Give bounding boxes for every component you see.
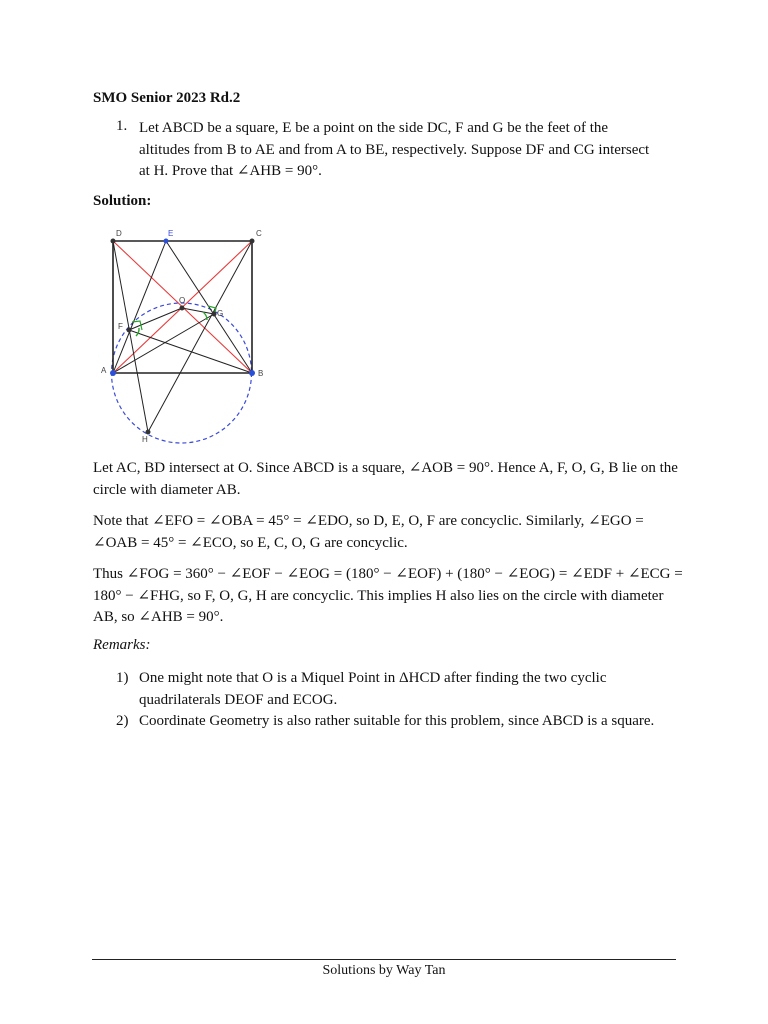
line-be [166,241,252,373]
label-f: F [118,322,123,331]
point-c [250,239,255,244]
point-g [212,312,217,317]
solution-paragraph-2: Note that ∠EFO = ∠OBA = 45° = ∠EDO, so D, E, O, F are concyclic. Similarly, ∠EGO = ∠OAB = 45° = ∠ECO, so E, C, O, G are concyclic. [93,513,644,551]
remarks-list [116,668,676,733]
point-d [111,239,116,244]
problem-statement [116,118,676,183]
geometry-figure [95,224,275,449]
point-a [110,370,116,376]
label-d: D [116,229,122,238]
solution-paragraph-3: Thus ∠FOG = 360° − ∠EOF − ∠EOG = (180° − ∠EOF) + (180° − ∠EOG) = ∠EDF + ∠ECG = 180° − ∠FHG, so F, O, G, H are concyclic. This implies H also lies on the circle with diameter AB, so ∠AHB = 90°. [93,566,683,625]
label-b: B [258,369,264,378]
remark-text: One might note that O is a Miquel Point in ΔHCD after finding the two cyclic quadrilaterals DEOF and ECOG. [139,670,607,708]
point-o [180,306,185,311]
point-f [127,328,132,333]
solution-paragraph-1: Let AC, BD intersect at O. Since ABCD is a square, ∠AOB = 90°. Hence A, F, O, G, B lie on the circle with diameter AB. [93,460,678,498]
angle-mark-f [136,328,139,336]
line-ch [148,241,252,432]
remark-number: 2) [116,713,129,729]
label-g: G [217,309,224,318]
point-e [164,239,169,244]
remarks-label: Remarks: [93,637,151,653]
point-h [146,430,151,435]
line-ae [113,241,166,373]
footer-divider [92,959,676,960]
remark-item [116,711,676,733]
footer-credit: Solutions by Way Tan [322,963,446,978]
remark-text: Coordinate Geometry is also rather suitable for this problem, since ABCD is a square. [139,713,655,729]
label-c: C [256,229,262,238]
solution-label: Solution: [93,193,152,209]
label-e: E [168,229,174,238]
line-bf [129,330,252,373]
problem-text: Let ABCD be a square, E be a point on the side DC, F and G be the feet of the altitudes from B to AE and from A to BE, respectively. Suppose DF and CG intersect at H. Prove that ∠AHB = 90°. [139,120,650,179]
label-o: O [179,296,186,305]
label-a: A [101,366,107,375]
document-title: SMO Senior 2023 Rd.2 [93,90,241,106]
remark-number: 1) [116,670,129,686]
remark-item [116,668,676,711]
label-h: H [142,435,148,444]
point-b [249,370,255,376]
problem-number: 1. [116,118,128,134]
